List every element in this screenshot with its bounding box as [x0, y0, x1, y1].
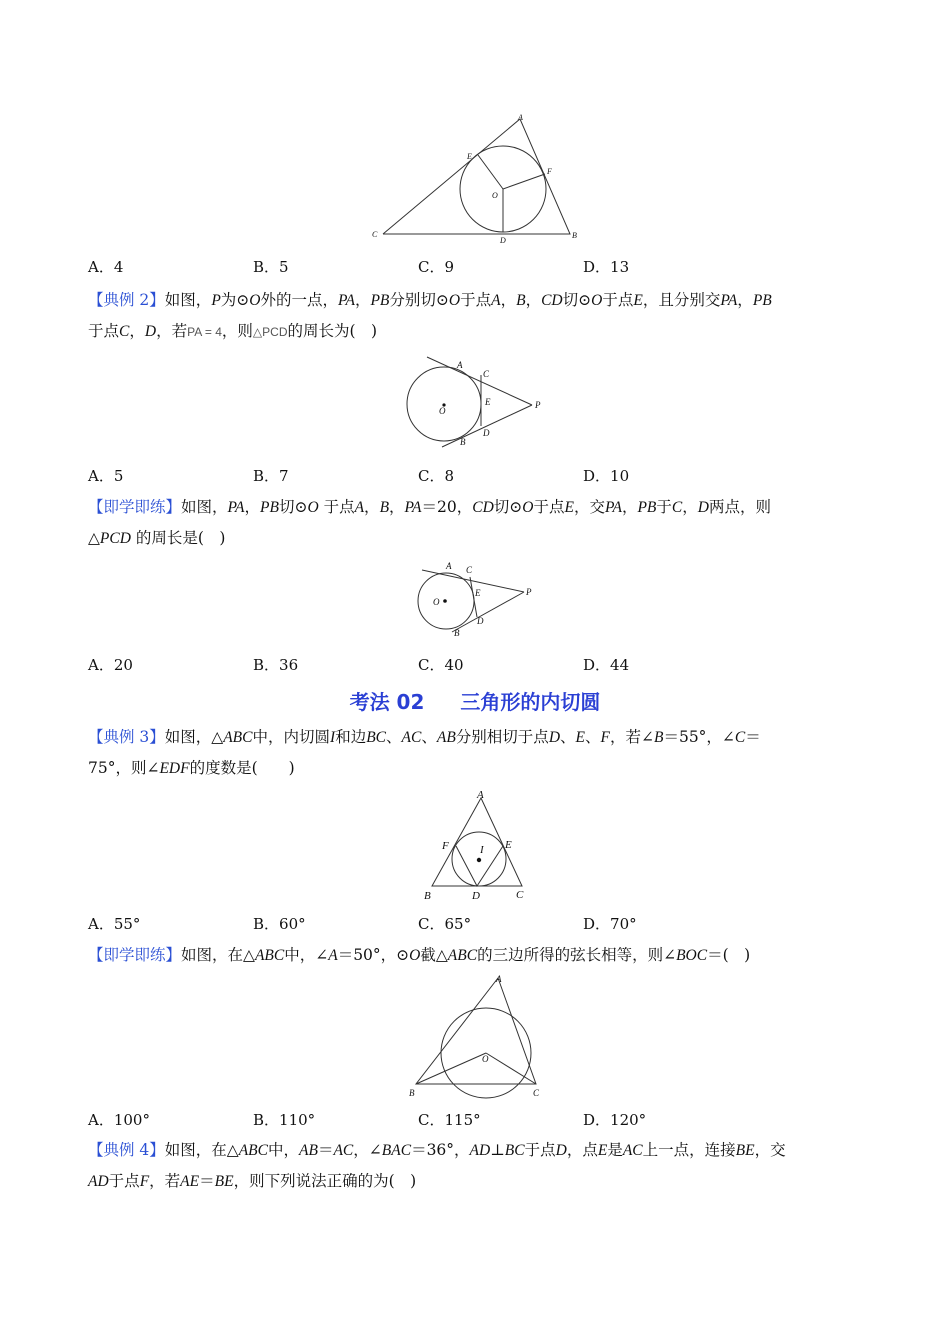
example-3-line-2: 75°，则∠EDF的度数是( )	[88, 759, 295, 777]
figure-3-label-c: C	[466, 565, 473, 575]
section-heading	[0, 686, 950, 715]
figure-3-tangent-pb	[452, 592, 524, 632]
example-2-line-1: 【典例 2】如图，P为⊙O外的一点，PA，PB分别切⊙O于点A，B，CD切⊙O于点E，且分别交PA，PB	[88, 291, 772, 309]
figure-3-label-d: D	[477, 616, 484, 626]
condition-pa-equals-4: PA = 4	[187, 325, 222, 339]
practice-1-line-1: 【即学即练】如图，PA，PB切⊙O 于点A，B，PA＝20，CD切⊙O于点E，交PA，PB于C，D两点，则	[88, 498, 771, 516]
figure-2-label-a: A	[457, 360, 463, 370]
practice-2-line-1: 【即学即练】如图，在△ABC中，∠A＝50°，⊙O截△ABC的三边所得的弦长相等，则∠BOC＝( )	[88, 946, 751, 964]
option-b: B．110°	[253, 1111, 316, 1129]
example-2-question	[88, 285, 868, 348]
figure-4-label-e: E	[505, 839, 512, 851]
example-4-line-2: AD于点F，若AE＝BE，则下列说法正确的为( )	[88, 1172, 417, 1190]
figure-1-label-a: A	[518, 113, 523, 122]
option-d: D．44	[583, 656, 630, 674]
figure-2-label-p: P	[535, 400, 541, 410]
example-tag: 【典例 2】	[88, 291, 165, 309]
figure-5-circle-triangle	[403, 972, 553, 1102]
practice-1-question	[88, 492, 868, 554]
figure-4-label-d: D	[472, 890, 480, 902]
figure-5-label-c: C	[533, 1088, 540, 1098]
figure-2-label-d: D	[483, 428, 490, 438]
figure-3-label-p: P	[526, 587, 532, 597]
option-a: A．5	[88, 467, 124, 485]
option-d: D．120°	[583, 1111, 647, 1129]
figure-4-label-f: F	[442, 840, 449, 852]
figure-2-label-c: C	[483, 369, 490, 379]
figure-3-label-o: O	[433, 597, 440, 607]
example-tag: 【典例 4】	[88, 1141, 165, 1159]
figure-2-label-o: O	[439, 406, 446, 416]
option-b: B．36	[253, 656, 299, 674]
figure-2-label-e: E	[485, 397, 491, 407]
triangle-pcd-symbol: △PCD	[252, 325, 288, 339]
example-3-question	[88, 722, 868, 784]
figure-4-label-i: I	[480, 844, 484, 856]
figure-3-tangent-pa	[422, 570, 524, 592]
figure-3-center	[443, 599, 447, 603]
figure-1-triangle	[383, 119, 570, 234]
figure-3-label-e: E	[475, 588, 481, 598]
example-2-line-2: 于点C，D，若PA = 4，则△PCD的周长为( )	[88, 322, 378, 340]
figure-1-radius-of	[503, 174, 545, 189]
option-d: D．13	[583, 258, 630, 276]
figure-1-label-f: F	[547, 167, 552, 176]
option-c: C．115°	[418, 1111, 481, 1129]
figure-5-label-a: A	[496, 974, 502, 984]
figure-5-label-o: O	[482, 1054, 489, 1064]
option-a: A．20	[88, 656, 133, 674]
figure-1-label-b: B	[572, 231, 577, 240]
option-c: C．65°	[418, 915, 472, 933]
figure-4-center	[477, 858, 481, 862]
figure-3-label-b: B	[454, 628, 460, 638]
option-b: B．60°	[253, 915, 306, 933]
figure-5-label-b: B	[409, 1088, 415, 1098]
section-title: 三角形的内切圆	[460, 690, 601, 714]
practice-1-line-2: △PCD 的周长是( )	[88, 529, 226, 547]
option-a: A．4	[88, 258, 124, 276]
section-number: 考法 02	[349, 690, 425, 714]
option-c: C．40	[418, 656, 464, 674]
figure-1-label-d: D	[500, 236, 506, 244]
figure-1-label-o: O	[492, 191, 498, 200]
figure-4-label-c: C	[516, 889, 524, 901]
figure-2-tangent-pa	[427, 357, 532, 405]
figure-1-triangle-incircle	[370, 112, 590, 244]
option-a: A．55°	[88, 915, 141, 933]
example-tag: 【典例 3】	[88, 728, 165, 746]
practice-tag: 【即学即练】	[88, 946, 182, 964]
figure-3-tangents	[414, 560, 539, 640]
figure-3-label-a: A	[446, 561, 452, 571]
figure-4-label-b: B	[424, 890, 431, 902]
figure-1-label-e: E	[467, 152, 472, 161]
figure-5-segment-ob	[416, 1053, 486, 1084]
example-4-question	[88, 1135, 868, 1197]
figure-4-label-a: A	[477, 789, 484, 801]
option-c: C．9	[418, 258, 455, 276]
figure-2-label-b: B	[460, 437, 466, 447]
example-4-line-1: 【典例 4】如图，在△ABC中，AB＝AC，∠BAC＝36°，AD⊥BC于点D，点E是AC上一点，连接BE，交	[88, 1141, 786, 1159]
option-a: A．100°	[88, 1111, 150, 1129]
figure-2-tangent-pb	[442, 405, 532, 447]
option-b: B．7	[253, 467, 289, 485]
option-d: D．70°	[583, 915, 637, 933]
figure-5-triangle	[416, 978, 536, 1084]
figure-2-tangents	[402, 355, 552, 450]
figure-1-radius-oe	[478, 155, 503, 189]
option-b: B．5	[253, 258, 289, 276]
figure-4-incircle	[420, 786, 540, 906]
option-d: D．10	[583, 467, 630, 485]
option-c: C．8	[418, 467, 455, 485]
practice-2-question	[88, 940, 868, 971]
example-3-line-1: 【典例 3】如图，△ABC中，内切圆I和边BC、AC、AB分别相切于点D、E、F，若∠B＝55°，∠C＝	[88, 728, 761, 746]
figure-1-label-c: C	[372, 230, 378, 239]
practice-tag: 【即学即练】	[88, 498, 182, 516]
